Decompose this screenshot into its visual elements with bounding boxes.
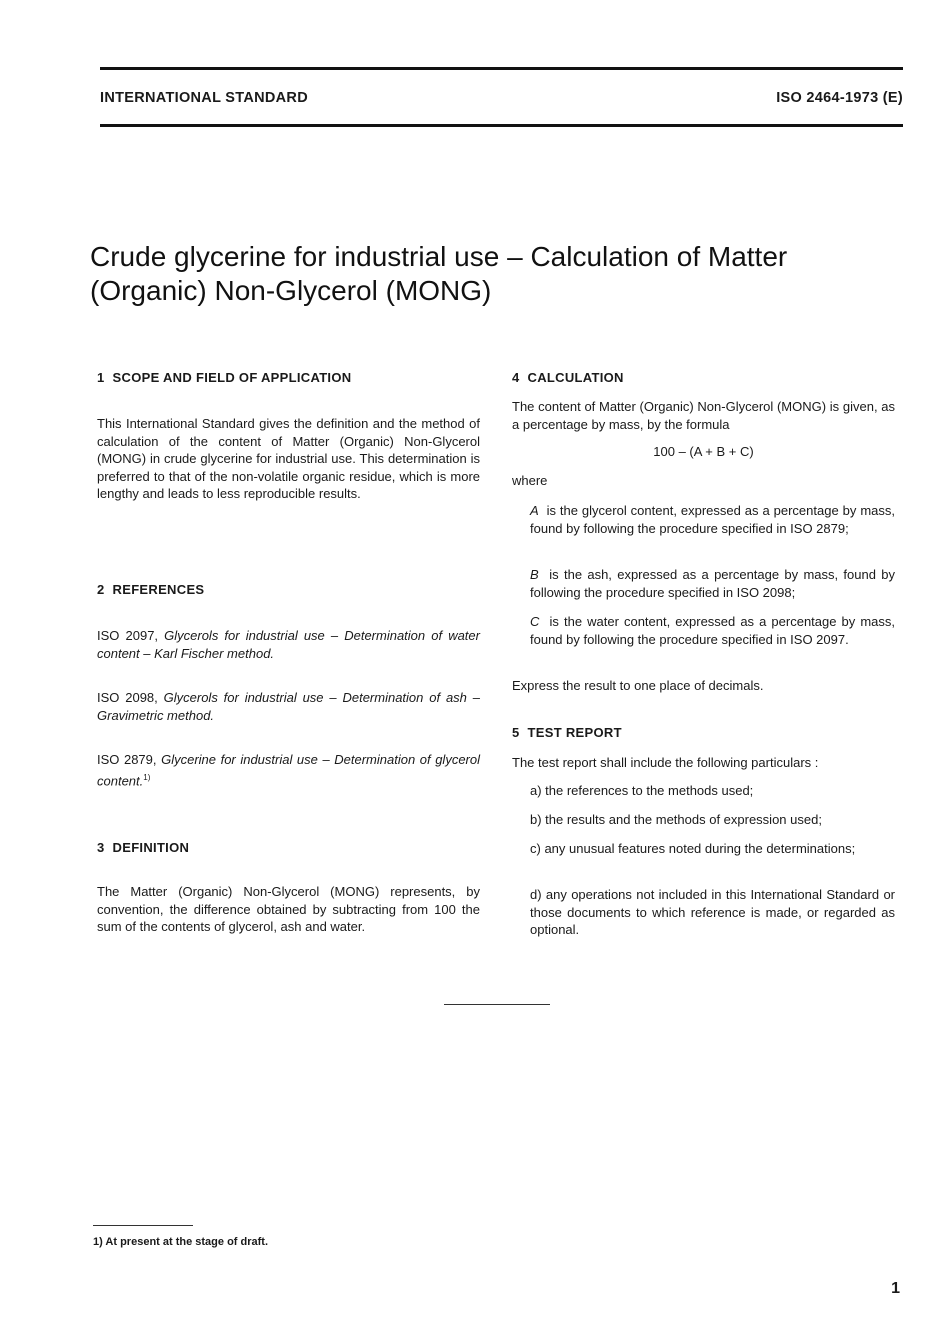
standard-type-label: INTERNATIONAL STANDARD [100,90,308,106]
standard-number-label: ISO 2464-1973 (E) [776,90,903,106]
mong-formula: 100 – (A + B + C) [653,444,754,459]
footnote-rule [93,1225,193,1226]
reference-iso-2098: ISO 2098, Glycerols for industrial use – Determination of ash – Gravimetric method. [97,690,480,723]
header-bottom-rule [100,124,903,127]
title-line-2: (Organic) Non-Glycerol (MONG) [90,275,492,306]
header-top-rule [100,67,903,70]
reference-iso-2097: ISO 2097, Glycerols for industrial use – Determination of water content – Karl Fischer method. [97,628,480,661]
section-3-heading: 3 DEFINITION [97,840,190,855]
section-5-intro: The test report shall include the following particulars : [512,755,819,770]
section-1-heading: 1 SCOPE AND FIELD OF APPLICATION [97,370,352,385]
report-item-a: a) the references to the methods used; [530,783,754,798]
section-4-precision-note: Express the result to one place of decimals. [512,678,764,693]
where-label: where [512,473,548,488]
section-4-intro: The content of Matter (Organic) Non-Glycerol (MONG) is given, as a percentage by mass, by the formula [512,399,895,432]
footnote-text: 1) At present at the stage of draft. [93,1236,269,1248]
report-item-c: c) any unusual features noted during the determinations; [530,841,856,856]
variable-b-definition: B is the ash, expressed as a percentage by mass, found by following the procedure specified in ISO 2098; [530,567,895,600]
section-5-heading: 5 TEST REPORT [512,725,622,740]
page-number: 1 [891,1280,900,1297]
end-of-text-rule [444,1004,550,1005]
section-1-text: This International Standard gives the definition and the method of calculation of the content of Matter (Organic) Non-Glycerol (MONG) in crude glycerine for industrial use. This determination is preferred to that of the non-volatile organic residue, which is more lengthy and leads to less reproducible results. [97,416,480,501]
title-line-1: Crude glycerine for industrial use – Calculation of Matter [90,241,788,272]
section-2-heading: 2 REFERENCES [97,582,205,597]
section-4-heading: 4 CALCULATION [512,370,624,385]
report-item-d: d) any operations not included in this International Standard or those documents to which reference is made, or regarded as optional. [530,887,895,937]
section-3-text: The Matter (Organic) Non-Glycerol (MONG) represents, by convention, the difference obtained by subtracting from 100 the sum of the contents of glycerol, ash and water. [97,884,480,934]
reference-iso-2879: ISO 2879, Glycerine for industrial use – Determination of glycerol content.$^{1)}$ [97,752,480,788]
variable-a-definition: A is the glycerol content, expressed as a percentage by mass, found by following the procedure specified in ISO 2879; [530,503,895,536]
report-item-b: b) the results and the methods of expression used; [530,812,822,827]
document-title [90,240,890,308]
footnote-marker: 1) [143,772,151,782]
variable-c-definition: C is the water content, expressed as a percentage by mass, found by following the procedure specified in ISO 2097. [530,614,895,647]
